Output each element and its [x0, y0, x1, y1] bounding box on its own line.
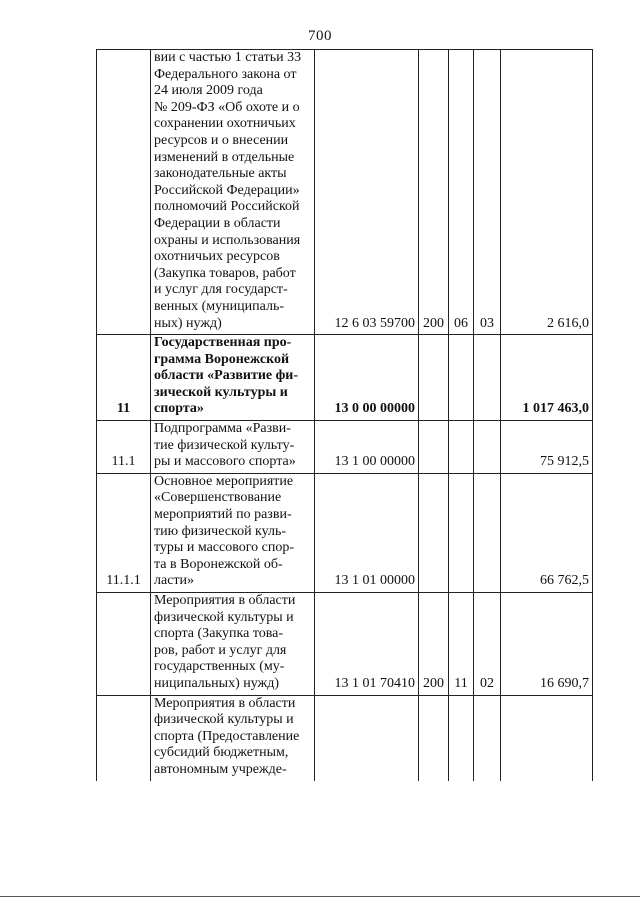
amount-cell: [501, 695, 593, 780]
row-name-cell: Подпрограмма «Разви- тие физической культу- ры и массового спорта»: [151, 421, 315, 474]
subsection-cell: [474, 421, 501, 474]
section-cell: [449, 473, 474, 592]
section-cell: [449, 335, 474, 421]
amount-cell: 2 616,0: [501, 50, 593, 335]
section-cell: [449, 695, 474, 780]
subsection-cell: [474, 473, 501, 592]
section-cell: [449, 421, 474, 474]
budget-table: [96, 49, 593, 781]
row-number-cell: 11: [97, 335, 151, 421]
table-row: [97, 593, 593, 696]
row-name-cell: Государственная про- грамма Воронежской области «Развитие фи- зической культуры и спорта»: [151, 335, 315, 421]
expense-type-cell: [419, 421, 449, 474]
row-name-cell: Мероприятия в области физической культуры и спорта (Предоставление субсидий бюджетным, автономным учрежде-: [151, 695, 315, 780]
expense-type-cell: [419, 695, 449, 780]
target-article-cell: 13 1 01 70410: [315, 593, 419, 696]
row-name-cell: Основное мероприятие «Совершенствование мероприятий по разви- тию физической куль- туры и массового спор- та в Воронежской об- ласти»: [151, 473, 315, 592]
table-row: [97, 50, 593, 335]
subsection-cell: [474, 695, 501, 780]
expense-type-cell: 200: [419, 593, 449, 696]
target-article-cell: 12 6 03 59700: [315, 50, 419, 335]
row-number-cell: 11.1: [97, 421, 151, 474]
target-article-cell: 13 1 00 00000: [315, 421, 419, 474]
subsection-cell: [474, 335, 501, 421]
amount-cell: 75 912,5: [501, 421, 593, 474]
row-number-cell: [97, 50, 151, 335]
expense-type-cell: [419, 473, 449, 592]
page-number: 700: [308, 28, 332, 44]
expense-type-cell: 200: [419, 50, 449, 335]
target-article-cell: 13 1 01 00000: [315, 473, 419, 592]
row-number-cell: [97, 695, 151, 780]
row-name-cell: Мероприятия в области физической культуры и спорта (Закупка това- ров, работ и услуг для государственных (му- ниципальных) нужд): [151, 593, 315, 696]
row-name-cell: вии с частью 1 статьи 33 Федерального закона от 24 июля 2009 года № 209-ФЗ «Об охоте и о сохранении охотничьих ресурсов и о внесении изменений в отдельные законодательные акты Российской Федерации» полномочий Российской Федерации в области охраны и использования охотничьих ресурсов (Закупка товаров, работ и услуг для государст- венных (муниципаль- ных) нужд): [151, 50, 315, 335]
target-article-cell: [315, 695, 419, 780]
subsection-cell: 02: [474, 593, 501, 696]
amount-cell: 66 762,5: [501, 473, 593, 592]
target-article-cell: 13 0 00 00000: [315, 335, 419, 421]
table-row: [97, 473, 593, 592]
amount-cell: 16 690,7: [501, 593, 593, 696]
table-row: [97, 335, 593, 421]
row-number-cell: [97, 593, 151, 696]
row-number-cell: 11.1.1: [97, 473, 151, 592]
table-row: [97, 695, 593, 780]
expense-type-cell: [419, 335, 449, 421]
section-cell: 11: [449, 593, 474, 696]
amount-cell: 1 017 463,0: [501, 335, 593, 421]
subsection-cell: 03: [474, 50, 501, 335]
footer-rule: [0, 896, 640, 897]
table-row: [97, 421, 593, 474]
section-cell: 06: [449, 50, 474, 335]
